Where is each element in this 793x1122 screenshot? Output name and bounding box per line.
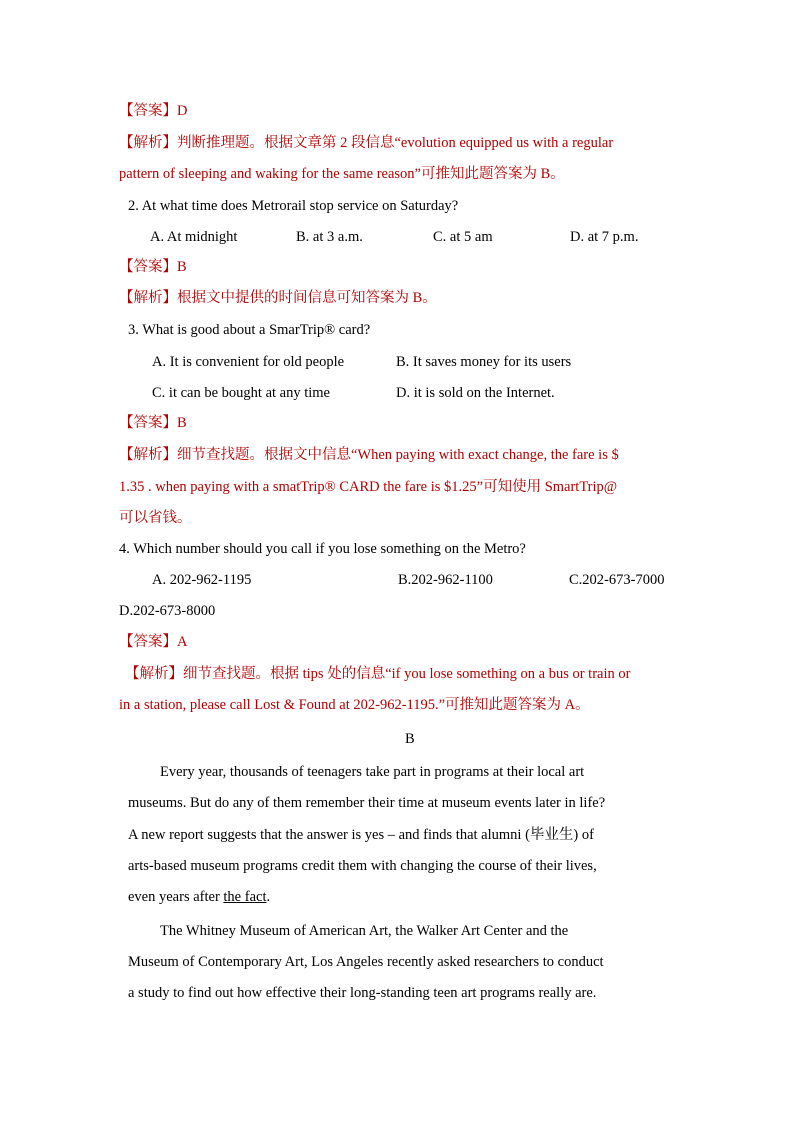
explanation-tag: 【解析】	[125, 666, 183, 682]
question-3: 3. What is good about a SmarTrip® card?	[128, 322, 371, 338]
answer-1: 【答案】D	[119, 103, 188, 119]
explanation-2: 【解析】根据文中提供的时间信息可知答案为 B。	[119, 290, 437, 306]
explanation-1-line-2: pattern of sleeping and waking for the same reason”可推知此题答案为 B。	[119, 166, 565, 182]
q2-option-c: C. at 5 am	[433, 229, 493, 245]
q2-option-b: B. at 3 a.m.	[296, 229, 363, 245]
q3-option-b: B. It saves money for its users	[396, 354, 572, 370]
passage-p1-line-4: arts-based museum programs credit them with changing the course of their lives,	[128, 858, 597, 874]
passage-p2-line-3: a study to find out how effective their long-standing teen art programs really are.	[128, 985, 597, 1001]
explanation-tag: 【解析】	[119, 135, 177, 151]
explanation-1-line-1: 【解析】判断推理题。根据文章第 2 段信息“evolution equipped us with a regular	[119, 135, 614, 151]
question-2: 2. At what time does Metrorail stop service on Saturday?	[128, 198, 459, 214]
explanation-tag: 【解析】	[119, 447, 177, 463]
q2-option-a: A. At midnight	[150, 229, 238, 245]
explanation-3-line-1: 【解析】细节查找题。根据文中信息“When paying with exact change, the fare is $	[119, 447, 619, 463]
explanation-3-line-3: 可以省钱。	[119, 510, 192, 526]
question-4: 4. Which number should you call if you lose something on the Metro?	[119, 541, 526, 557]
q3-option-a: A. It is convenient for old people	[152, 354, 345, 370]
q4-option-c: C.202-673-7000	[569, 572, 665, 588]
section-heading: B	[405, 731, 415, 747]
passage-p2-line-1: The Whitney Museum of American Art, the Walker Art Center and the	[160, 923, 569, 939]
passage-p1-line-2: museums. But do any of them remember their time at museum events later in life?	[128, 795, 606, 811]
explanation-4-line-1: 【解析】细节查找题。根据 tips 处的信息“if you lose something on a bus or train or	[125, 666, 631, 682]
q3-option-c: C. it can be bought at any time	[152, 385, 330, 401]
answer-3: 【答案】B	[119, 415, 187, 431]
q4-option-b: B.202-962-1100	[398, 572, 493, 588]
explanation-4-line-2: in a station, please call Lost & Found at 202-962-1195.”可推知此题答案为 A。	[119, 697, 590, 713]
passage-p2-line-2: Museum of Contemporary Art, Los Angeles recently asked researchers to conduct	[128, 954, 604, 970]
underlined-phrase: the fact	[223, 889, 267, 905]
q4-option-d: D.202-673-8000	[119, 603, 216, 619]
passage-p1-line-5: even years after the fact.	[128, 889, 271, 905]
q3-option-d: D. it is sold on the Internet.	[396, 385, 555, 401]
explanation-tag: 【解析】	[119, 290, 177, 306]
explanation-3-line-2: 1.35 . when paying with a smatTrip® CARD the fare is $1.25”可知使用 SmartTrip@	[119, 479, 618, 495]
q2-option-d: D. at 7 p.m.	[570, 229, 639, 245]
answer-4: 【答案】A	[119, 634, 188, 650]
q4-option-a: A. 202-962-1195	[152, 572, 252, 588]
answer-2: 【答案】B	[119, 259, 187, 275]
passage-p1-line-1: Every year, thousands of teenagers take part in programs at their local art	[160, 764, 585, 780]
passage-p1-line-3: A new report suggests that the answer is yes – and finds that alumni (毕业生) of	[128, 827, 594, 843]
